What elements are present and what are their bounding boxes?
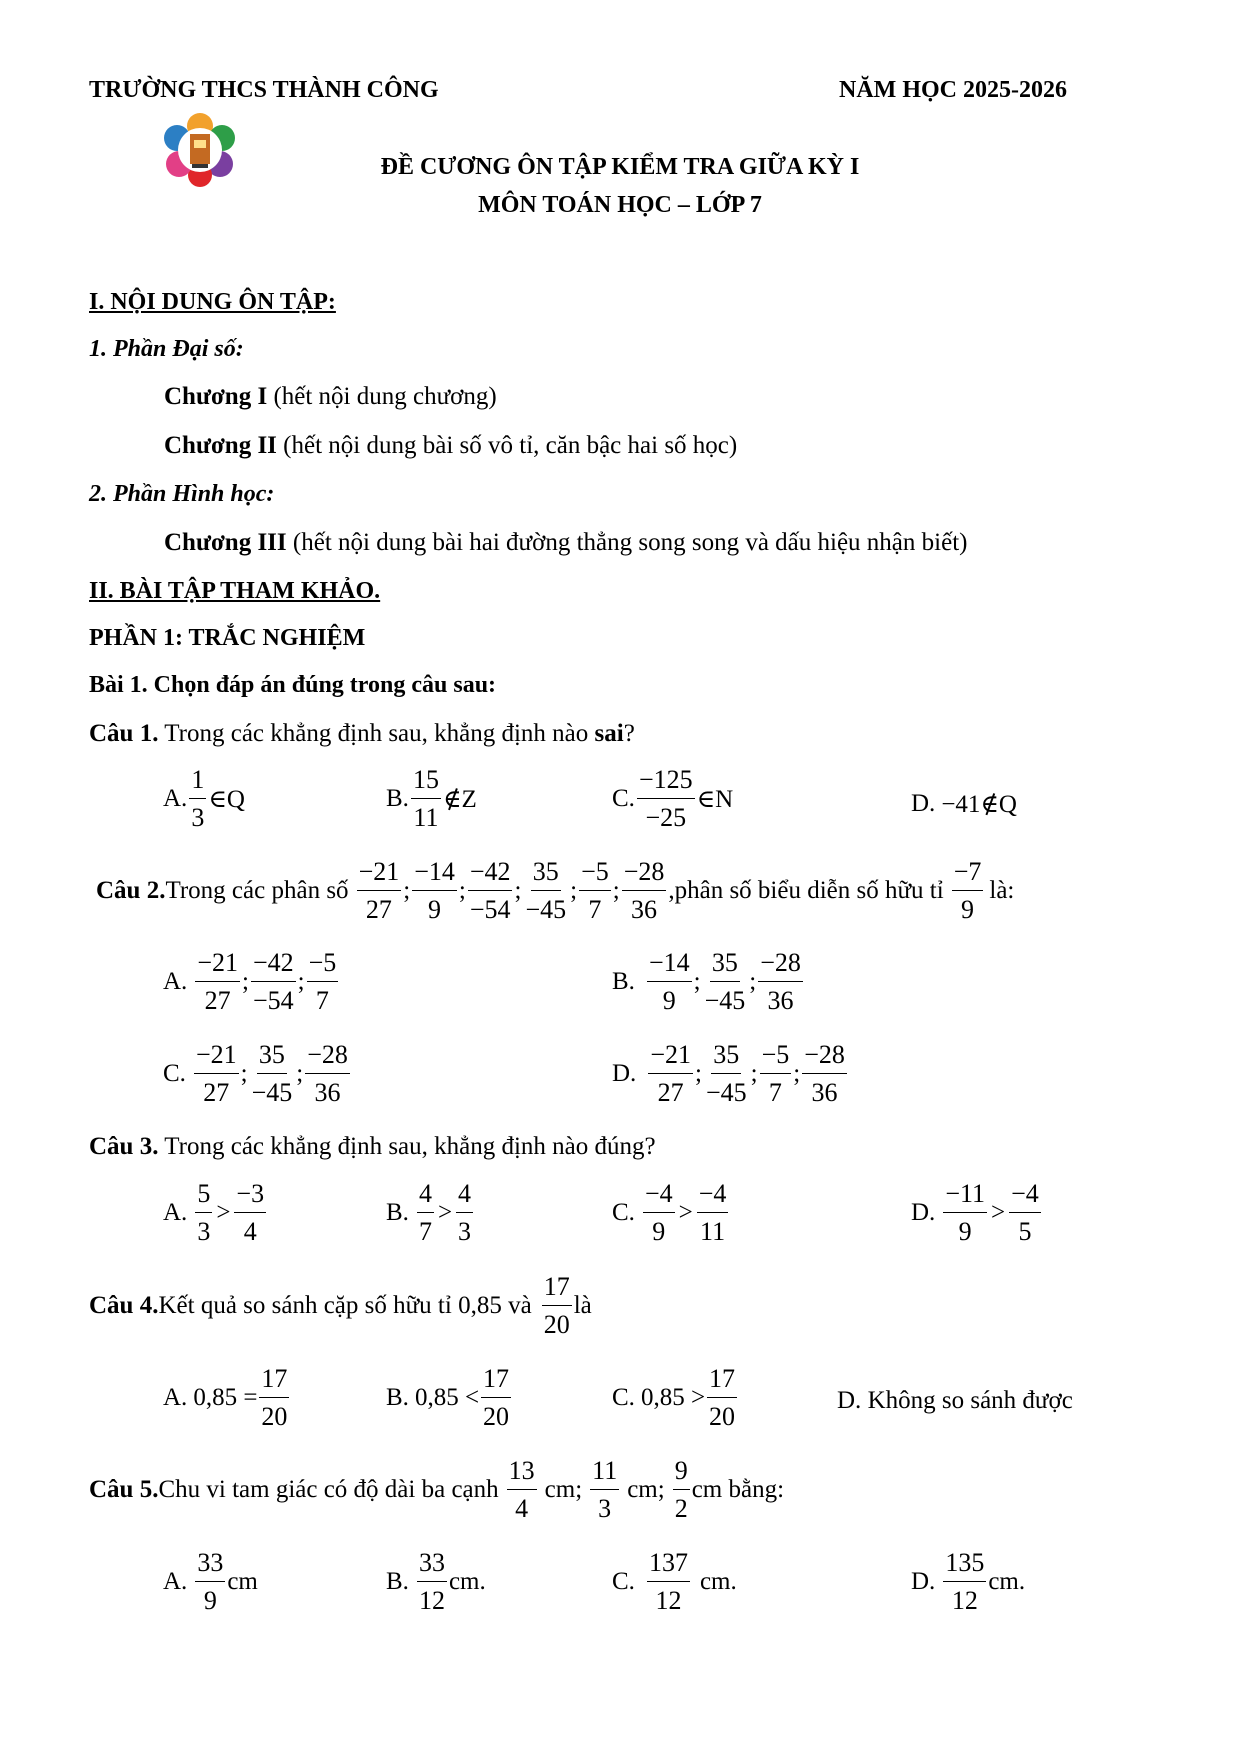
q1-option-c[interactable] [612,767,733,831]
q3-option-c[interactable] [612,1181,730,1245]
fraction: $\frac{-28}{36}$ [307,1040,348,1107]
fraction: $\frac{11}{3}$ [592,1456,618,1523]
unit: cm [227,1568,258,1595]
question-1-label: Câu 1. [89,720,159,747]
option-label: B. [386,1568,409,1595]
q5-option-c[interactable] [612,1550,737,1614]
fraction: $\frac{1}{3}$ [191,765,205,832]
fraction: $\frac{-5}{7}$ [761,1040,790,1107]
greater-than: > [991,1199,1006,1226]
fraction: $\frac{5}{3}$ [197,1179,211,1246]
option-label: C. [612,1199,635,1226]
exercise-1-heading: Bài 1. Chọn đáp án đúng trong câu sau: [89,672,497,698]
fraction: $\frac{-21}{27}$ [358,857,400,924]
q2-option-d[interactable]: D. $\frac{-21}{27}$ ; $\frac{35}{-45}$ ; $\frac{-5}{7}$ ; $\frac{-28}{36}$ [612,1040,845,1107]
question-1-end: ? [623,720,635,747]
option-label: B. [386,785,409,812]
q2-option-c[interactable]: C. $\frac{-21}{27}$ ; $\frac{35}{-45}$ ; $\frac{-28}{36}$ [163,1040,348,1107]
q1-option-a[interactable] [163,767,245,831]
question-4-label: Câu 4. [89,1292,159,1319]
fraction: $\frac{-14}{9}$ [414,857,455,924]
chapter-2-line [164,433,737,458]
document-subtitle: MÔN TOÁN HỌC – LỚP 7 [478,192,762,218]
option-label: C. [163,1060,186,1087]
chapter-3-line [164,530,967,555]
q4-option-a[interactable] [163,1366,291,1430]
fraction: $\frac{-4}{5}$ [1011,1179,1039,1246]
fraction: $\frac{17}{20}$ [483,1364,510,1431]
greater-than: > [678,1199,693,1226]
question-5-text: Chu vi tam giác có độ dài ba cạnh [158,1476,499,1503]
option-label: B. [612,968,635,995]
question-3-text: Trong các khẳng định sau, khẳng định nào đúng? [158,1133,656,1160]
question-2-text: Trong các phân số [165,877,349,904]
greater-than: > [216,1199,231,1226]
relation: ∈N [696,786,734,813]
option-label: D. [612,1060,637,1087]
fraction: $\frac{-28}{36}$ [804,1040,845,1107]
section-1-heading: I. NỘI DUNG ÔN TẬP: [89,289,336,315]
option-label: A. [163,968,188,995]
option-label: A. [163,1199,188,1226]
document-title: ĐỀ CƯƠNG ÔN TẬP KIỂM TRA GIỮA KỲ I [380,154,860,180]
question-3 [89,1134,656,1159]
unit: cm. [699,1568,737,1595]
fraction: $\frac{-125}{-25}$ [638,765,693,832]
fraction: $\frac{-4}{9}$ [644,1179,673,1246]
q3-option-a[interactable] [163,1181,268,1245]
option-label: D. [837,1387,862,1414]
q3-option-b[interactable] [386,1181,475,1245]
chapter-3-label: Chương III [164,529,287,556]
option-text: 0,85 > [640,1384,706,1411]
question-1 [89,721,635,746]
fraction: $\frac{-28}{36}$ [760,948,801,1015]
fraction: $\frac{-28}{36}$ [623,857,665,924]
question-5 [89,1458,784,1522]
option-label: A. [163,785,188,812]
relation: ∉Z [442,786,477,813]
fraction: $\frac{-3}{4}$ [236,1179,265,1246]
option-label: C. [612,785,635,812]
question-4-end: là [573,1292,592,1319]
part-geometry: 2. Phần Hình học: [89,481,275,507]
unit: cm; [627,1476,665,1503]
fraction: $\frac{17}{20}$ [261,1364,288,1431]
chapter-2-text: (hết nội dung bài số vô tỉ, căn bậc hai số học) [276,432,738,459]
fraction: $\frac{4}{7}$ [418,1179,432,1246]
fraction: $\frac{13}{4}$ [508,1456,535,1523]
unit: cm. [448,1568,486,1595]
question-2-label: Câu 2. [96,877,166,904]
question-2-mid: ,phân số biểu diễn số hữu tỉ [668,877,944,904]
unit: cm. [988,1568,1026,1595]
school-name: TRƯỜNG THCS THÀNH CÔNG [89,77,439,103]
q5-option-b[interactable] [386,1550,486,1614]
fraction: $\frac{-5}{7}$ [308,948,337,1015]
relation: ∈Q [208,786,245,813]
q3-option-d[interactable] [911,1181,1043,1245]
fraction: $\frac{-42}{-54}$ [469,857,511,924]
fraction: $\frac{-7}{9}$ [953,857,982,924]
option-text: Không so sánh được [867,1387,1073,1414]
q2-option-a[interactable]: A. $\frac{-21}{27}$ ; $\frac{-42}{-54}$ ; $\frac{-5}{7}$ [163,948,337,1015]
option-label: B. [386,1384,409,1411]
fraction: $\frac{135}{12}$ [945,1548,985,1615]
unit: cm bằng: [691,1476,785,1503]
question-4-text: Kết quả so sánh cặp số hữu tỉ 0,85 và [158,1292,532,1319]
q2-option-b[interactable]: B. $\frac{-14}{9}$ ; $\frac{35}{-45}$ ; $\frac{-28}{36}$ [612,948,801,1015]
school-year: NĂM HỌC 2025-2026 [839,77,1067,103]
fraction: $\frac{33}{9}$ [197,1548,224,1615]
part-1-heading: PHẦN 1: TRẮC NGHIỆM [89,625,366,651]
chapter-1-line [164,384,497,409]
fraction: $\frac{-5}{7}$ [581,857,609,924]
greater-than: > [437,1199,453,1226]
fraction: $\frac{35}{-45}$ [705,1040,747,1107]
fraction: $\frac{-21}{27}$ [197,948,238,1015]
unit: cm; [544,1476,583,1503]
question-1-text: Trong các khẳng định sau, khẳng định nào [158,720,595,747]
q4-option-d[interactable] [837,1388,1073,1413]
chapter-1-text: (hết nội dung chương) [267,383,497,410]
option-label: A. [163,1568,188,1595]
option-label: D. [911,1199,936,1226]
option-text: 0,85 < [414,1384,480,1411]
fraction: $\frac{-11}{9}$ [945,1179,986,1246]
fraction: $\frac{35}{-45}$ [251,1040,293,1107]
school-logo [162,112,238,188]
chapter-1-label: Chương I [164,383,268,410]
option-label: C. [612,1568,635,1595]
fraction: $\frac{-4}{11}$ [698,1179,727,1246]
question-2: Câu 2. Trong các phân số $\frac{-21}{27}$ ; $\frac{-14}{9}$ ; $\frac{-42}{-54}$ ; $\frac{35}{-45}$ ; $\frac{-5}{7}$ ; $\frac{-28}{36}$ ,phân số biểu diễn số hữu tỉ $\frac{-7}{9}$ là: [96,857,1015,924]
fraction: $\frac{-42}{-54}$ [252,948,294,1015]
fraction: $\frac{15}{11}$ [412,765,439,832]
q4-option-b[interactable] [386,1366,513,1430]
fraction: $\frac{17}{20}$ [543,1272,570,1339]
question-3-label: Câu 3. [89,1133,159,1160]
q1-option-d[interactable] [911,789,1017,819]
option-label: C. [612,1384,635,1411]
option-label: D. [911,790,936,817]
fraction: $\frac{35}{-45}$ [704,948,746,1015]
option-label: B. [386,1199,409,1226]
option-text: 0,85 = [193,1384,258,1411]
fraction: $\frac{-21}{27}$ [195,1040,237,1107]
fraction: $\frac{17}{20}$ [709,1364,736,1431]
question-5-label: Câu 5. [89,1476,159,1503]
question-1-emphasis: sai [594,720,624,747]
chapter-3-text: (hết nội dung bài hai đường thẳng song song và dấu hiệu nhận biết) [286,529,968,556]
fraction: $\frac{-21}{27}$ [650,1040,691,1107]
fraction: $\frac{-14}{9}$ [648,948,690,1015]
q4-option-c[interactable] [612,1366,739,1430]
fraction: $\frac{4}{3}$ [458,1179,472,1246]
part-algebra: 1. Phần Đại số: [89,336,244,362]
q5-option-a[interactable] [163,1550,258,1614]
fraction: $\frac{33}{12}$ [418,1548,445,1615]
question-4 [89,1274,592,1338]
question-2-end: là: [989,877,1015,904]
option-label: D. [911,1568,936,1595]
option-text: −41∉Q [941,791,1017,818]
fraction: $\frac{35}{-45}$ [525,857,567,924]
option-label: A. [163,1384,188,1411]
section-2-heading: II. BÀI TẬP THAM KHẢO. [89,578,381,604]
fraction: $\frac{9}{2}$ [674,1456,688,1523]
q1-option-b[interactable] [386,767,477,831]
chapter-2-label: Chương II [164,432,277,459]
fraction: $\frac{137}{12}$ [648,1548,688,1615]
q5-option-d[interactable] [911,1550,1025,1614]
